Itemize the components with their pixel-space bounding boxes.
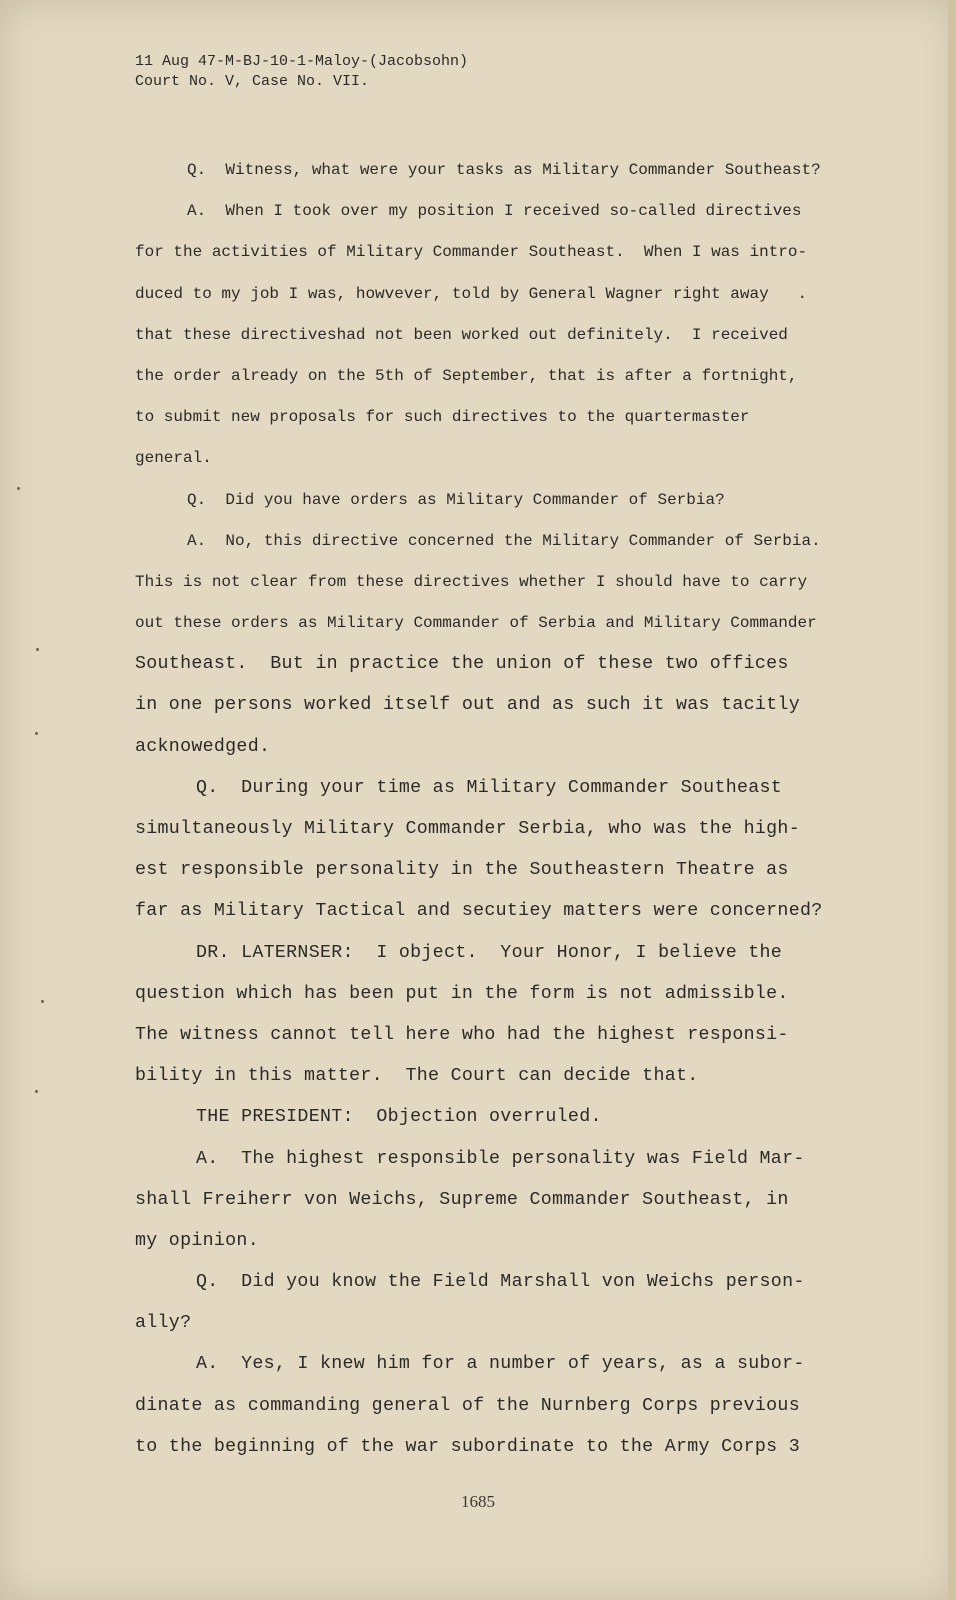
transcript-line: This is not clear from these directives whether I should have to carry <box>135 572 808 591</box>
paper-speck <box>35 732 38 735</box>
transcript-line: general. <box>135 449 212 468</box>
transcript-line: dinate as commanding general of the Nurnberg Corps previous <box>135 1395 800 1416</box>
transcript-line: est responsible personality in the Southeastern Theatre as <box>135 860 789 881</box>
transcript-line: Q. Did you have orders as Military Commander of Serbia? <box>187 490 725 509</box>
transcript-line: shall Freiherr von Weichs, Supreme Commander Southeast, in <box>135 1189 789 1210</box>
transcript-line: Q. Witness, what were your tasks as Military Commander Southeast? <box>187 161 821 179</box>
transcript-line: Q. Did you know the Field Marshall von Weichs person- <box>196 1272 805 1293</box>
transcript-line: for the activities of Military Commander Southeast. When I was intro- <box>135 243 808 262</box>
transcript-line: acknowedged. <box>135 736 271 757</box>
transcript-line: THE PRESIDENT: Objection overruled. <box>196 1107 602 1128</box>
paper-speck <box>41 1000 44 1003</box>
transcript-line: ally? <box>135 1313 192 1334</box>
transcript-line: to the beginning of the war subordinate to the Army Corps 3 <box>135 1436 800 1457</box>
transcript-line: out these orders as Military Commander of Serbia and Military Commander <box>135 614 817 633</box>
transcript-line: the order already on the 5th of September, that is after a fortnight, <box>135 366 798 385</box>
document-header <box>135 52 468 92</box>
transcript-line: A. When I took over my position I received so-called directives <box>187 202 802 221</box>
transcript-line: in one persons worked itself out and as such it was tacitly <box>135 695 800 716</box>
page-edge <box>948 0 956 1600</box>
transcript-line: DR. LATERNSER: I object. Your Honor, I believe the <box>196 942 783 963</box>
transcript-line: far as Military Tactical and secutiey matters were concerned? <box>135 901 823 922</box>
paper-speck <box>17 487 20 490</box>
transcript-line: my opinion. <box>135 1230 259 1251</box>
transcript-body <box>135 150 895 1468</box>
transcript-line: to submit new proposals for such directives to the quartermaster <box>135 408 750 427</box>
paper-speck <box>36 648 39 651</box>
transcript-line: A. The highest responsible personality was Field Mar- <box>196 1148 805 1169</box>
transcript-line: A. Yes, I knew him for a number of years, as a subor- <box>196 1354 805 1375</box>
transcript-line: The witness cannot tell here who had the highest responsi- <box>135 1024 789 1045</box>
transcript-line: Q. During your time as Military Commander Southeast <box>196 777 783 798</box>
paper-speck <box>35 1090 38 1093</box>
transcript-line: Southeast. But in practice the union of these two offices <box>135 654 789 675</box>
transcript-line: that these directiveshad not been worked out definitely. I received <box>135 325 788 344</box>
transcript-line: duced to my job I was, howvever, told by General Wagner right away . <box>135 284 808 303</box>
transcript-line: bility in this matter. The Court can decide that. <box>135 1066 699 1087</box>
transcript-line: question which has been put in the form is not admissible. <box>135 983 789 1004</box>
transcript-line: simultaneously Military Commander Serbia, who was the high- <box>135 819 800 839</box>
header-court-line: Court No. V, Case No. VII. <box>135 73 370 90</box>
header-reference-line: 11 Aug 47-M-BJ-10-1-Maloy-(Jacobsohn) <box>135 53 469 70</box>
page-number: 1685 <box>461 1492 495 1511</box>
transcript-line: A. No, this directive concerned the Military Commander of Serbia. <box>187 531 821 550</box>
